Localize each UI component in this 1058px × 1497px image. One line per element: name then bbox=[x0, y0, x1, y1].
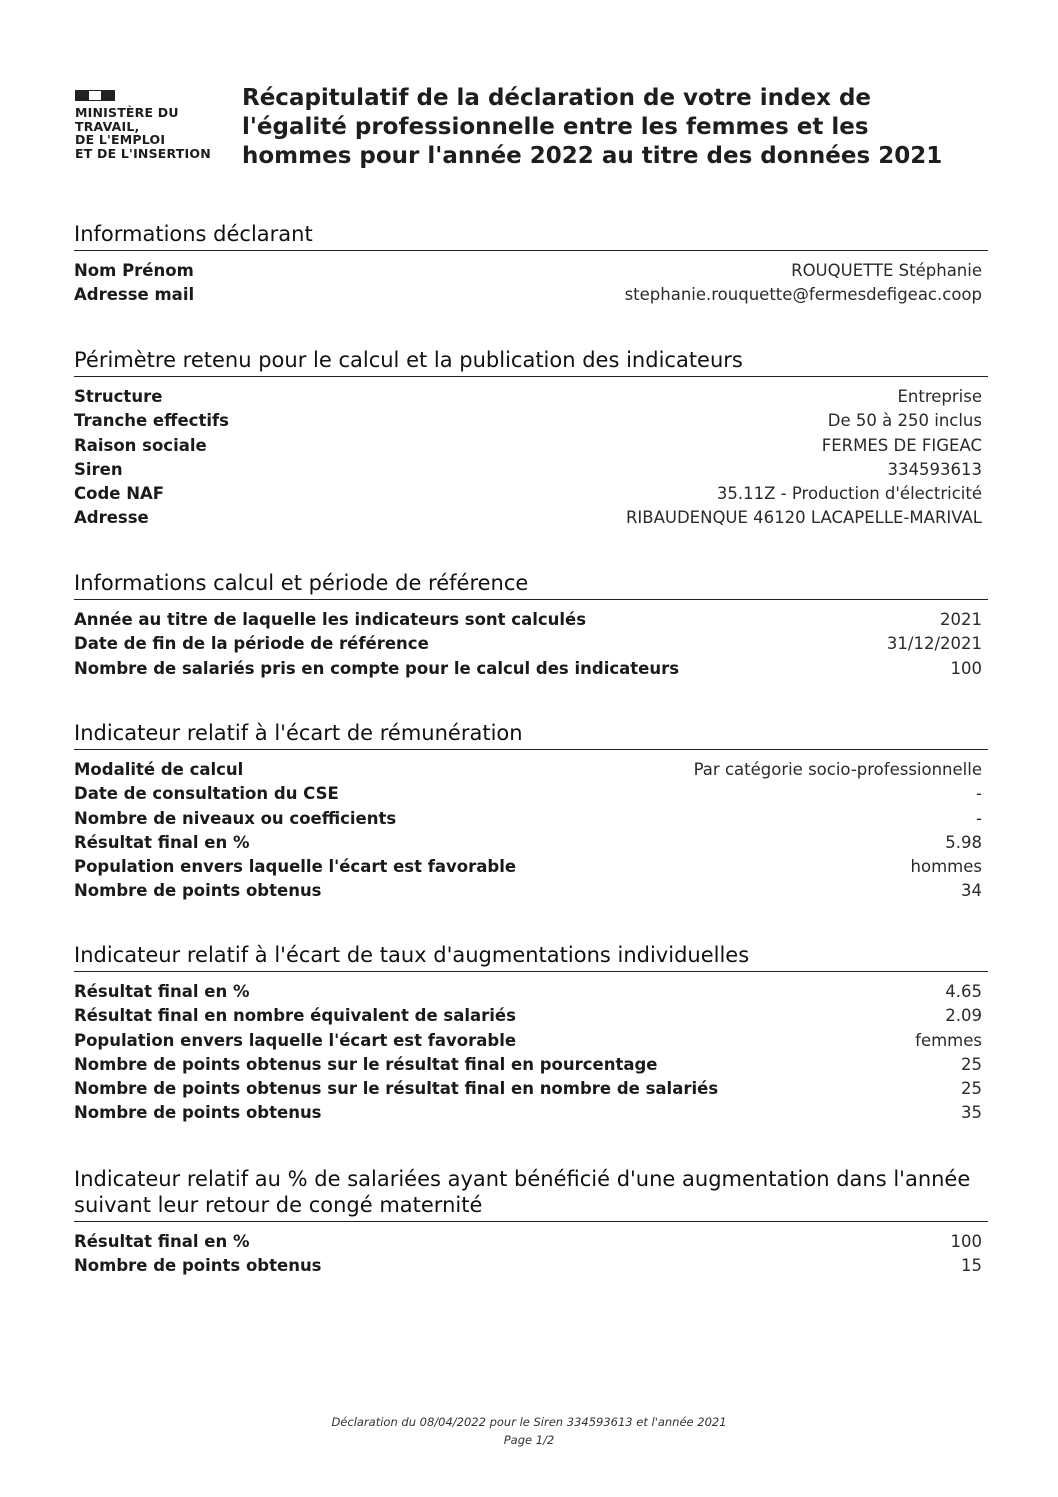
field-row bbox=[74, 409, 988, 433]
field-row bbox=[74, 506, 988, 530]
field-row bbox=[74, 807, 988, 831]
republic-flag-icon bbox=[75, 90, 115, 101]
field-value: 100 bbox=[950, 1232, 982, 1251]
field-value: Entreprise bbox=[897, 387, 982, 406]
field-label: Adresse mail bbox=[74, 285, 195, 305]
page-footer bbox=[0, 1413, 1058, 1449]
ministry-line: TRAVAIL, bbox=[75, 118, 140, 134]
field-label: Population envers laquelle l'écart est favorable bbox=[74, 1030, 517, 1050]
field-value: 15 bbox=[961, 1256, 982, 1276]
field-value: 2.09 bbox=[945, 1006, 982, 1026]
section bbox=[74, 221, 988, 308]
field-row bbox=[74, 879, 988, 903]
section-title: Informations calcul et période de référence bbox=[74, 570, 988, 600]
field-value: FERMES DE FIGEAC bbox=[821, 435, 982, 455]
field-row bbox=[74, 831, 988, 855]
page-title: Récapitulatif de la déclaration de votre index de l'égalité professionnelle entre les femmes et les hommes pour l'année 2022 au titre des données 2021 bbox=[242, 85, 943, 169]
section-rows bbox=[74, 1222, 988, 1279]
field-row bbox=[74, 434, 988, 458]
field-row bbox=[74, 657, 988, 681]
field-value: 25 bbox=[961, 1079, 982, 1099]
field-label: Date de consultation du CSE bbox=[74, 784, 339, 804]
field-row bbox=[74, 283, 988, 307]
field-row bbox=[74, 1230, 988, 1254]
field-label: Nombre de niveaux ou coefficients bbox=[74, 808, 397, 828]
field-row bbox=[74, 608, 988, 632]
field-label: Nombre de salariés pris en compte pour le calcul des indicateurs bbox=[74, 658, 680, 678]
field-row bbox=[74, 1101, 988, 1125]
section-rows bbox=[74, 972, 988, 1126]
field-label: Adresse bbox=[74, 508, 149, 528]
field-row bbox=[74, 458, 988, 482]
field-label: Année au titre de laquelle les indicateurs sont calculés bbox=[74, 610, 587, 629]
field-label: Tranche effectifs bbox=[74, 411, 229, 431]
field-value: 100 bbox=[950, 658, 982, 678]
field-label: Nombre de points obtenus sur le résultat final en pourcentage bbox=[74, 1054, 658, 1074]
field-value: 334593613 bbox=[887, 459, 982, 479]
field-row bbox=[74, 980, 988, 1004]
section-rows bbox=[74, 750, 988, 904]
ministry-logo bbox=[75, 90, 235, 160]
field-value: stephanie.rouquette@fermesdefigeac.coop bbox=[624, 285, 982, 305]
field-value: 31/12/2021 bbox=[886, 634, 982, 654]
field-row bbox=[74, 1004, 988, 1028]
field-label: Raison sociale bbox=[74, 435, 207, 455]
field-label: Résultat final en nombre équivalent de salariés bbox=[74, 1006, 516, 1026]
section bbox=[74, 942, 988, 1126]
field-label: Nombre de points obtenus bbox=[74, 881, 322, 901]
field-value: ROUQUETTE Stéphanie bbox=[791, 261, 982, 280]
field-label: Siren bbox=[74, 459, 123, 479]
field-row bbox=[74, 482, 988, 506]
field-label: Nombre de points obtenus sur le résultat final en nombre de salariés bbox=[74, 1079, 719, 1099]
field-label: Code NAF bbox=[74, 484, 165, 504]
field-row bbox=[74, 1053, 988, 1077]
field-value: 25 bbox=[961, 1054, 982, 1074]
field-value: 35 bbox=[961, 1103, 982, 1123]
field-row bbox=[74, 782, 988, 806]
ministry-line: MINISTÈRE DU bbox=[75, 105, 179, 120]
field-label: Résultat final en % bbox=[74, 832, 250, 852]
field-row bbox=[74, 385, 988, 409]
section bbox=[74, 347, 988, 531]
field-value: - bbox=[976, 808, 982, 828]
field-value: - bbox=[976, 784, 982, 804]
ministry-name bbox=[75, 106, 235, 160]
field-label: Modalité de calcul bbox=[74, 760, 244, 779]
field-label: Population envers laquelle l'écart est favorable bbox=[74, 857, 517, 877]
field-row bbox=[74, 259, 988, 283]
field-label: Nom Prénom bbox=[74, 261, 194, 280]
footer-page-number: Page 1/2 bbox=[503, 1433, 555, 1447]
field-label: Nombre de points obtenus bbox=[74, 1103, 322, 1123]
field-row bbox=[74, 1077, 988, 1101]
footer-declaration: Déclaration du 08/04/2022 pour le Siren 334593613 et l'année 2021 bbox=[331, 1415, 727, 1429]
section-title: Informations déclarant bbox=[74, 221, 988, 251]
section bbox=[74, 720, 988, 904]
field-value: De 50 à 250 inclus bbox=[827, 411, 982, 431]
field-value: 34 bbox=[961, 881, 982, 901]
field-value: 35.11Z - Production d'électricité bbox=[716, 484, 982, 504]
field-value: 4.65 bbox=[945, 982, 982, 1001]
field-value: hommes bbox=[910, 857, 982, 877]
section-title: Indicateur relatif à l'écart de rémunération bbox=[74, 720, 988, 750]
field-value: RIBAUDENQUE 46120 LACAPELLE-MARIVAL bbox=[625, 508, 982, 528]
section bbox=[74, 1166, 988, 1279]
field-label: Résultat final en % bbox=[74, 982, 250, 1001]
field-label: Nombre de points obtenus bbox=[74, 1256, 322, 1276]
document-header bbox=[75, 84, 995, 184]
field-label: Date de fin de la période de référence bbox=[74, 634, 429, 654]
field-value: Par catégorie socio-professionnelle bbox=[693, 760, 982, 779]
ministry-line: DE L'EMPLOI bbox=[75, 132, 166, 147]
ministry-line: ET DE L'INSERTION bbox=[75, 145, 211, 161]
field-label: Résultat final en % bbox=[74, 1232, 250, 1251]
field-value: femmes bbox=[915, 1030, 982, 1050]
section-rows bbox=[74, 600, 988, 681]
field-value: 5.98 bbox=[945, 832, 982, 852]
section-title: Indicateur relatif au % de salariées ayant bénéficié d'une augmentation dans l'année suivant leur retour de congé maternité bbox=[74, 1166, 988, 1222]
field-row bbox=[74, 758, 988, 782]
section-title: Indicateur relatif à l'écart de taux d'augmentations individuelles bbox=[74, 942, 988, 972]
field-row bbox=[74, 1254, 988, 1278]
section-rows bbox=[74, 251, 988, 308]
field-row bbox=[74, 855, 988, 879]
section-title: Périmètre retenu pour le calcul et la publication des indicateurs bbox=[74, 347, 988, 377]
field-value: 2021 bbox=[940, 610, 982, 629]
field-row bbox=[74, 632, 988, 656]
field-label: Structure bbox=[74, 387, 163, 406]
section-rows bbox=[74, 377, 988, 531]
section bbox=[74, 570, 988, 681]
field-row bbox=[74, 1029, 988, 1053]
